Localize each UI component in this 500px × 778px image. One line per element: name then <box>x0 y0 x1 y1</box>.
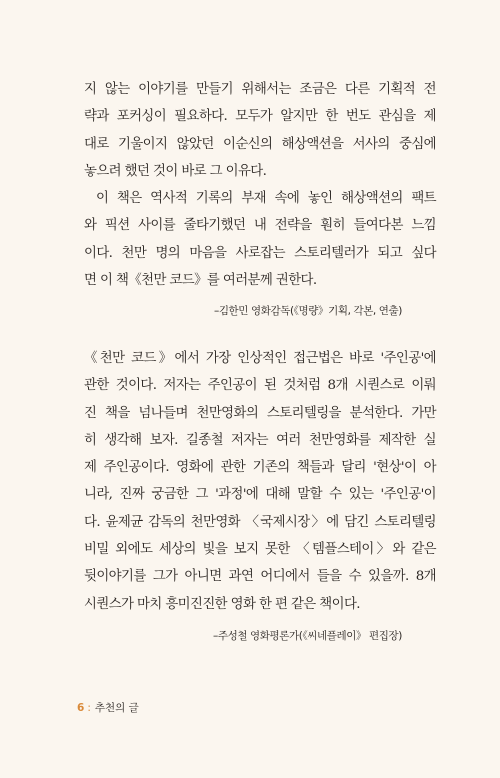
para3-line: 제 주인공이다. 영화에 관한 기존의 책들과 달리 '현상'이 아 <box>84 460 436 476</box>
para2-line: 이다. 천만 명의 마음을 사로잡는 스토리텔러가 되고 싶다 <box>84 245 436 261</box>
attribution-kim-hanmin: –김한민 영화감독(《명량》기획, 각본, 연출) <box>213 305 402 317</box>
para3-line: 시퀀스가 마치 흥미진진한 영화 한 편 같은 책이다. <box>84 596 360 612</box>
paragraph-2 <box>84 185 436 294</box>
para2-line: 면 이 책《천만 코드》를 여러분께 권한다. <box>84 272 317 288</box>
para1-line: 놓으려 했던 것이 바로 그 이유다. <box>84 163 267 179</box>
para3-line: 다. 윤제균 감독의 천만영화 〈국제시장〉에 담긴 스토리텔링 <box>84 514 436 530</box>
para3-line: 니라, 진짜 궁금한 그 '과정'에 대해 말할 수 있는 '주인공'이 <box>84 487 436 503</box>
para2-line: 이 책은 역사적 기록의 부재 속에 놓인 해상액션의 팩트 <box>96 191 436 206</box>
para2-line: 와 픽션 사이를 줄타기했던 내 전략을 훤히 들여다본 느낌 <box>84 218 436 234</box>
footer-separator: : <box>87 702 91 714</box>
para1-line: 략과 포커싱이 필요하다. 모두가 알지만 한 번도 관심을 제 <box>84 109 436 125</box>
paragraph-3 <box>84 345 436 618</box>
page-footer <box>77 700 139 715</box>
para3-line: 관한 것이다. 저자는 주인공이 된 것처럼 8개 시퀀스로 이뤄 <box>84 378 436 394</box>
attribution-joo-sungcheol: –주성철 영화평론가(《씨네플레이》 편집장) <box>213 630 402 642</box>
para3-line: 《천만 코드》에서 가장 인상적인 접근법은 바로 '주인공'에 <box>84 351 436 366</box>
para3-line: 진 책을 넘나들며 천만영화의 스토리텔링을 분석한다. 가만 <box>84 405 436 421</box>
para3-line: 비밀 외에도 세상의 빛을 보지 못한 〈템플스테이〉와 같은 <box>84 542 436 558</box>
para1-line: 지 않는 이야기를 만들기 위해서는 조금은 다른 기획적 전 <box>84 82 436 97</box>
paragraph-1 <box>84 76 436 185</box>
para3-line: 히 생각해 보자. 길종철 저자는 여러 천만영화를 제작한 실 <box>84 432 436 448</box>
section-label: 추천의 글 <box>94 702 139 714</box>
para3-line: 뒷이야기를 그가 아니면 과연 어디에서 들을 수 있을까. 8개 <box>84 569 436 585</box>
para1-line: 대로 기울이지 않았던 이순신의 해상액션을 서사의 중심에 <box>84 136 436 152</box>
page-number: 6 <box>77 702 85 714</box>
